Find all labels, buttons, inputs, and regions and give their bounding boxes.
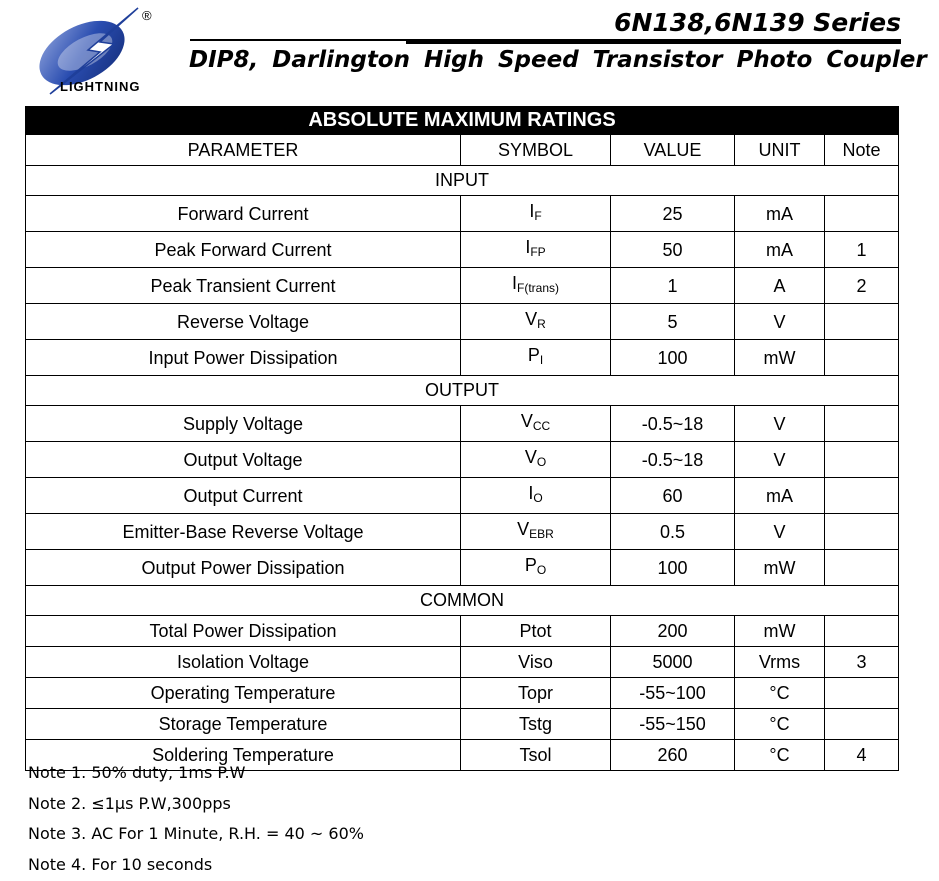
symbol-main: I bbox=[525, 237, 531, 257]
unit-cell: Vrms bbox=[735, 647, 825, 678]
product-subtitle: DIP8, Darlington High Speed Transistor Photo Coupler bbox=[189, 47, 927, 73]
parameter-cell: Input Power Dissipation bbox=[26, 340, 461, 376]
symbol-cell bbox=[461, 678, 611, 709]
note-cell bbox=[825, 340, 899, 376]
symbol-main: I bbox=[529, 201, 535, 221]
parameter-cell: Peak Transient Current bbox=[26, 268, 461, 304]
symbol-main: Ptot bbox=[519, 621, 552, 641]
symbol-cell bbox=[461, 550, 611, 586]
table-row bbox=[26, 232, 899, 268]
symbol-cell bbox=[461, 340, 611, 376]
value-cell: 100 bbox=[611, 550, 735, 586]
table-row bbox=[26, 514, 899, 550]
note-cell bbox=[825, 709, 899, 740]
note-cell: 1 bbox=[825, 232, 899, 268]
symbol-cell bbox=[461, 304, 611, 340]
parameter-cell: Total Power Dissipation bbox=[26, 616, 461, 647]
symbol-main: Topr bbox=[517, 683, 553, 703]
value-cell: -0.5~18 bbox=[611, 406, 735, 442]
series-title: 6N138,6N139 Series bbox=[614, 8, 901, 37]
brand-name: LIGHTNING bbox=[60, 79, 141, 94]
table-header-row bbox=[26, 135, 899, 166]
table-title: ABSOLUTE MAXIMUM RATINGS bbox=[26, 107, 899, 135]
symbol-cell bbox=[461, 709, 611, 740]
table-row bbox=[26, 304, 899, 340]
symbol-main: P bbox=[527, 345, 540, 365]
value-cell: 260 bbox=[611, 740, 735, 771]
note-1: Note 1. 50% duty, 1ms P.W bbox=[28, 763, 246, 782]
parameter-cell: Reverse Voltage bbox=[26, 304, 461, 340]
unit-cell: mA bbox=[735, 232, 825, 268]
note-cell bbox=[825, 550, 899, 586]
unit-cell: V bbox=[735, 406, 825, 442]
unit-cell: V bbox=[735, 442, 825, 478]
note-2: Note 2. ≤1μs P.W,300pps bbox=[28, 793, 231, 813]
section-row-input bbox=[26, 166, 899, 196]
header-rule-thin bbox=[190, 39, 406, 41]
column-header-parameter: PARAMETER bbox=[26, 135, 461, 166]
note-cell bbox=[825, 616, 899, 647]
column-header-note: Note bbox=[825, 135, 899, 166]
note-cell bbox=[825, 678, 899, 709]
value-cell: 5 bbox=[611, 304, 735, 340]
symbol-main: Viso bbox=[518, 652, 553, 672]
symbol-main: V bbox=[520, 411, 533, 431]
note-cell bbox=[825, 478, 899, 514]
column-header-unit: UNIT bbox=[735, 135, 825, 166]
unit-cell: °C bbox=[735, 740, 825, 771]
symbol-main: Tstg bbox=[518, 714, 552, 734]
unit-cell: °C bbox=[735, 678, 825, 709]
note-cell: 2 bbox=[825, 268, 899, 304]
value-cell: 5000 bbox=[611, 647, 735, 678]
registered-mark: ® bbox=[142, 8, 152, 23]
parameter-cell: Isolation Voltage bbox=[26, 647, 461, 678]
unit-cell: V bbox=[735, 304, 825, 340]
parameter-cell: Supply Voltage bbox=[26, 406, 461, 442]
table-row bbox=[26, 550, 899, 586]
table-row bbox=[26, 616, 899, 647]
symbol-main: V bbox=[517, 519, 530, 539]
symbol-cell bbox=[461, 232, 611, 268]
symbol-cell bbox=[461, 740, 611, 771]
symbol-main: I bbox=[528, 483, 534, 503]
symbol-subscript: O bbox=[533, 491, 543, 505]
unit-cell: mA bbox=[735, 478, 825, 514]
note-cell bbox=[825, 406, 899, 442]
section-label: OUTPUT bbox=[26, 376, 899, 406]
symbol-subscript: F(trans) bbox=[517, 281, 559, 295]
note-4: Note 4. For 10 seconds bbox=[28, 854, 213, 874]
note-cell: 4 bbox=[825, 740, 899, 771]
symbol-subscript: O bbox=[536, 455, 547, 469]
table-row bbox=[26, 678, 899, 709]
value-cell: 200 bbox=[611, 616, 735, 647]
parameter-cell: Output Current bbox=[26, 478, 461, 514]
value-cell: 50 bbox=[611, 232, 735, 268]
value-cell: 1 bbox=[611, 268, 735, 304]
symbol-cell bbox=[461, 442, 611, 478]
note-cell: 3 bbox=[825, 647, 899, 678]
parameter-cell: Forward Current bbox=[26, 196, 461, 232]
value-cell: 0.5 bbox=[611, 514, 735, 550]
value-cell: 60 bbox=[611, 478, 735, 514]
symbol-subscript: CC bbox=[532, 419, 551, 433]
parameter-cell: Storage Temperature bbox=[26, 709, 461, 740]
parameter-cell: Output Voltage bbox=[26, 442, 461, 478]
value-cell: 25 bbox=[611, 196, 735, 232]
symbol-subscript: FP bbox=[530, 245, 546, 259]
unit-cell: mA bbox=[735, 196, 825, 232]
value-cell: 100 bbox=[611, 340, 735, 376]
symbol-subscript: O bbox=[536, 563, 547, 577]
table-row bbox=[26, 647, 899, 678]
symbol-subscript: EBR bbox=[529, 527, 554, 541]
symbol-subscript: R bbox=[537, 317, 546, 331]
symbol-cell bbox=[461, 268, 611, 304]
table-row bbox=[26, 340, 899, 376]
symbol-cell bbox=[461, 616, 611, 647]
unit-cell: mW bbox=[735, 550, 825, 586]
note-cell bbox=[825, 514, 899, 550]
note-3: Note 3. AC For 1 Minute, R.H. = 40 ~ 60% bbox=[28, 824, 364, 843]
parameter-cell: Emitter-Base Reverse Voltage bbox=[26, 514, 461, 550]
symbol-subscript: F bbox=[534, 209, 542, 223]
absolute-maximum-ratings-table bbox=[25, 106, 899, 771]
section-label: COMMON bbox=[26, 586, 899, 616]
symbol-main: Tsol bbox=[519, 745, 552, 765]
table-row bbox=[26, 478, 899, 514]
header-rule-thick bbox=[406, 39, 901, 44]
symbol-cell bbox=[461, 406, 611, 442]
parameter-cell: Output Power Dissipation bbox=[26, 550, 461, 586]
note-cell bbox=[825, 304, 899, 340]
parameter-cell: Operating Temperature bbox=[26, 678, 461, 709]
unit-cell: °C bbox=[735, 709, 825, 740]
table-row bbox=[26, 406, 899, 442]
section-row-output bbox=[26, 376, 899, 406]
unit-cell: mW bbox=[735, 340, 825, 376]
table-row bbox=[26, 709, 899, 740]
note-cell bbox=[825, 196, 899, 232]
symbol-cell bbox=[461, 647, 611, 678]
symbol-main: V bbox=[524, 447, 537, 467]
symbol-main: I bbox=[511, 273, 517, 293]
note-cell bbox=[825, 442, 899, 478]
notes-list bbox=[28, 758, 364, 880]
unit-cell: A bbox=[735, 268, 825, 304]
column-header-value: VALUE bbox=[611, 135, 735, 166]
parameter-cell: Soldering Temperature bbox=[26, 740, 461, 771]
value-cell: -55~100 bbox=[611, 678, 735, 709]
symbol-cell bbox=[461, 196, 611, 232]
section-label: INPUT bbox=[26, 166, 899, 196]
value-cell: -0.5~18 bbox=[611, 442, 735, 478]
section-row-common bbox=[26, 586, 899, 616]
symbol-cell bbox=[461, 478, 611, 514]
table-row bbox=[26, 196, 899, 232]
parameter-cell: Peak Forward Current bbox=[26, 232, 461, 268]
symbol-cell bbox=[461, 514, 611, 550]
unit-cell: V bbox=[735, 514, 825, 550]
unit-cell: mW bbox=[735, 616, 825, 647]
symbol-main: V bbox=[525, 309, 538, 329]
value-cell: -55~150 bbox=[611, 709, 735, 740]
symbol-subscript: I bbox=[539, 353, 544, 367]
symbol-main: P bbox=[524, 555, 537, 575]
column-header-symbol: SYMBOL bbox=[461, 135, 611, 166]
table-row bbox=[26, 268, 899, 304]
table-row bbox=[26, 442, 899, 478]
